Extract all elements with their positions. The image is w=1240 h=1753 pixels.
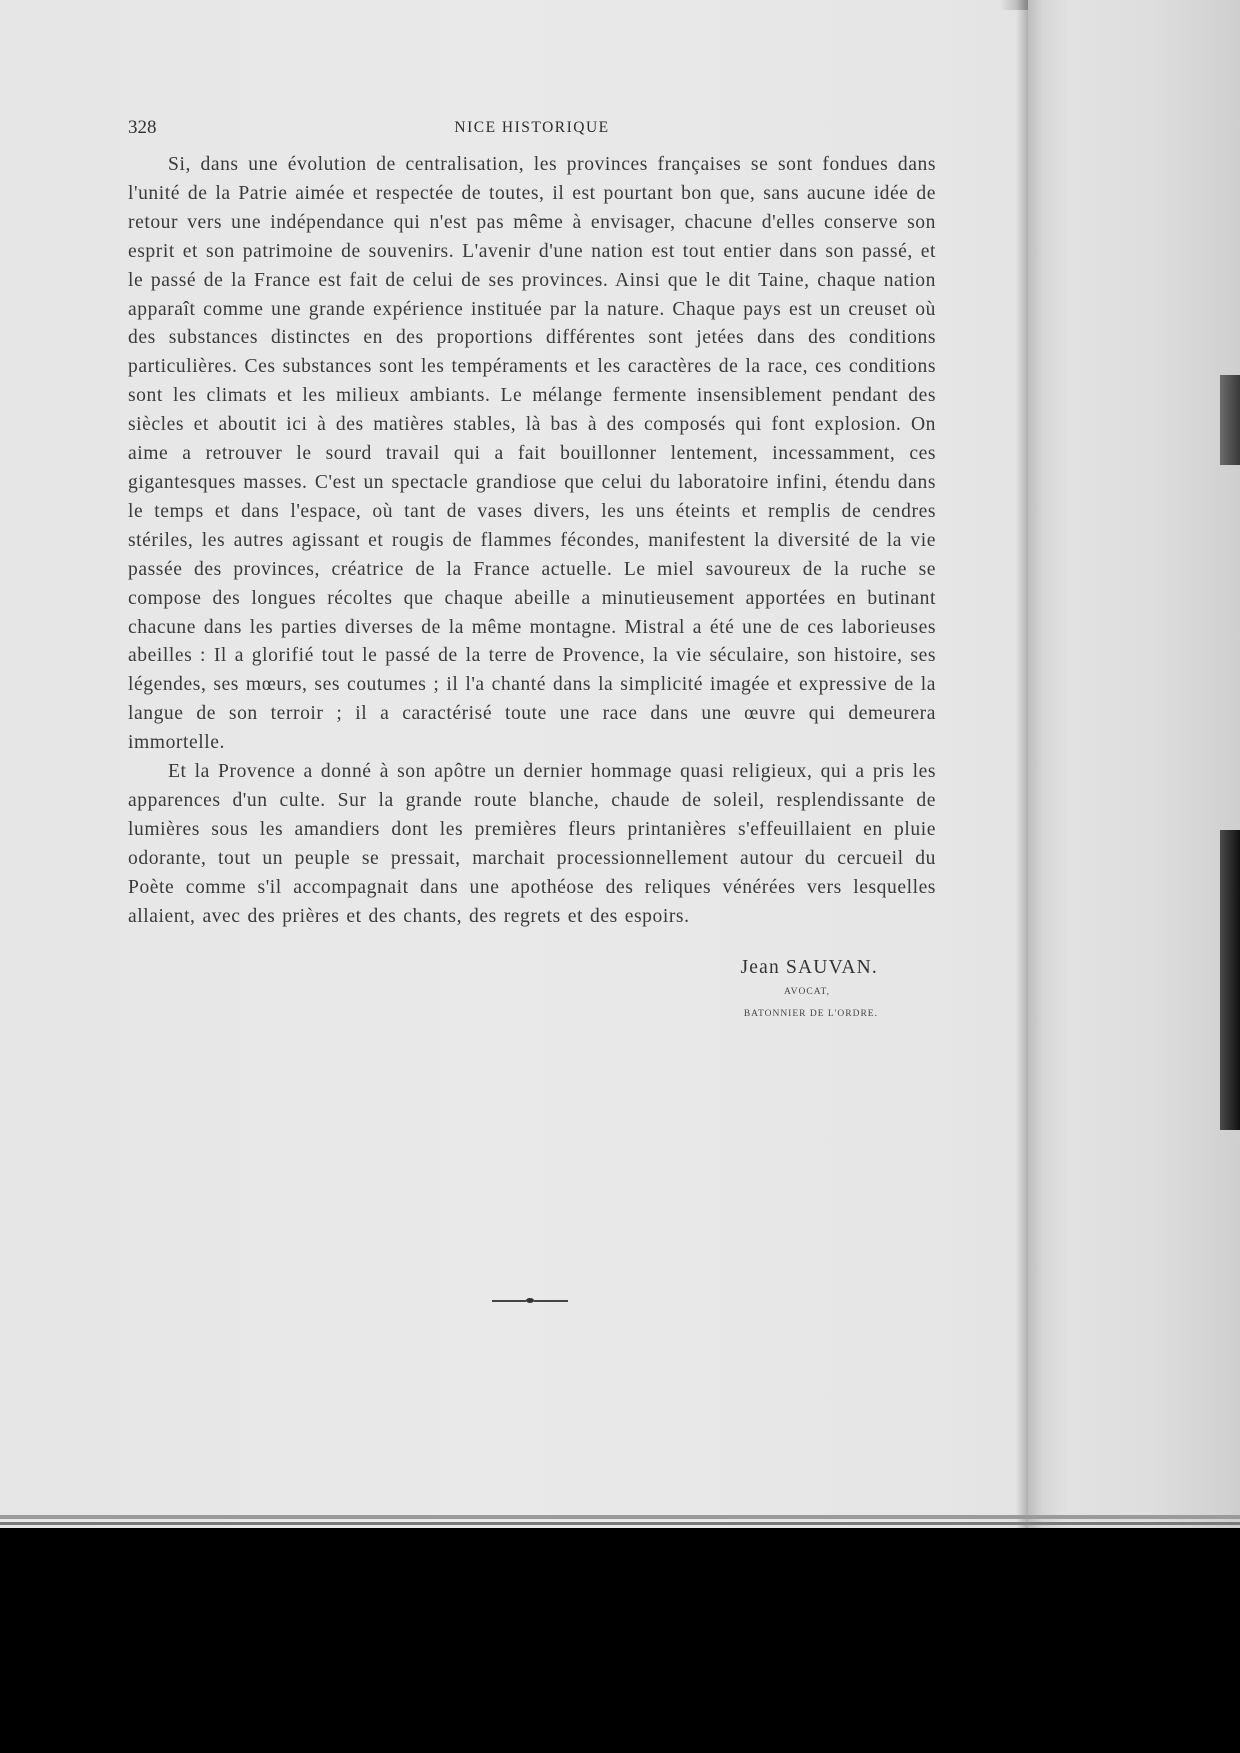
page-bottom-edge — [0, 1515, 1240, 1519]
page-bottom-edge — [0, 1522, 1240, 1525]
ornament-rule — [534, 1300, 568, 1302]
end-ornament — [492, 1298, 568, 1304]
ornament-rule — [492, 1300, 526, 1302]
adjacent-page-edge — [1028, 0, 1240, 1528]
author-title: AVOCAT, — [784, 987, 830, 998]
signature-block — [128, 957, 936, 1019]
page-edge-mark — [1220, 830, 1240, 1130]
paragraph: Et la Provence a donné à son apôtre un dernier hommage quasi religieux, qui a pris les apparences d'un culte. Sur la grande route blanche, chaude de soleil, resplendissante de lumières sous les amandiers dont les premières fleurs printanières s'effeuillaient en pluie odorante, tout un peuple se pressait, marchait processionnellement autour du cercueil du Poète comme s'il accompagnait dans une apothéose des reliques vénérées vers lesquelles allaient, avec des prières et des chants, des regrets et des espoirs. — [128, 761, 936, 927]
author-name: Jean SAUVAN. — [740, 957, 878, 979]
text-block — [128, 117, 936, 1019]
page-header — [128, 117, 936, 151]
paragraph: Si, dans une évolution de centralisation, les provinces françaises se sont fondues dans l'unité de la Patrie aimée et respectée de toutes, il est pourtant bon que, sans aucune idée de retour vers une indépendance qui n'est pas même à envisager, chacune d'elles conserve son esprit et son patrimoine de souvenirs. L'avenir d'une nation est tout entier dans son passé, et le passé de la France est fait de celui de ses provinces. Ainsi que le dit Taine, chaque nation apparaît comme une grande expérience instituée par la nature. Chaque pays est un creuset où des substances distinctes en des proportions différentes sont jetées dans des conditions particulières. Ces substances sont les tempéraments et les caractères de la race, ces conditions sont les climats et les milieux ambiants. Le mélange fermente insensiblement pendant des siècles et aboutit ici à des matières stables, là bas à des composés qui font explosion. On aime a retrouver le sourd travail qui a fait bouillonner lentement, incessamment, ces gigantesques masses. C'est un spectacle grandiose que celui du laboratoire infini, étendu dans le temps et dans l'espace, où tant de vases divers, les uns éteints et remplis de cendres stériles, les autres agissant et rougis de flammes fécondes, manifestent la diversité de la vie passée des provinces, créatrice de la France actuelle. Le miel savoureux de la ruche se compose des longues récoltes que chaque abeille a minutieusement apportées en butinant chacune dans les parties diverses de la même montagne. Mistral a été une de ces laborieuses abeilles : Il a glorifié tout le passé de la terre de Provence, la vie séculaire, son histoire, ses légendes, ses mœurs, ses coutumes ; il l'a chanté dans la simplicité imagée et expressive de la langue de son terroir ; il a caractérisé toute une race dans une œuvre qui demeurera immortelle. — [128, 154, 936, 754]
author-title: BATONNIER DE L'ORDRE. — [743, 1009, 878, 1020]
page-edge-mark — [1220, 375, 1240, 465]
article-body — [128, 151, 936, 931]
page-number: 328 — [128, 117, 157, 138]
ornament-dot-icon — [526, 1298, 534, 1303]
running-title: NICE HISTORIQUE — [454, 119, 610, 136]
